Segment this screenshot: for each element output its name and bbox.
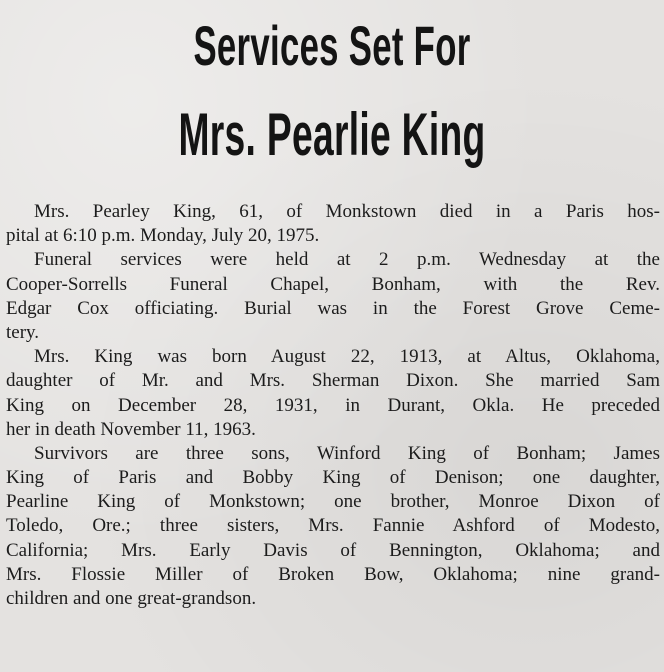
body-line: tery. — [6, 321, 40, 343]
body-line: Survivors are three sons, Winford King of Bonham; James — [34, 442, 660, 464]
obituary-body — [6, 200, 660, 611]
body-line: Pearline King of Monkstown; one brother, Monroe Dixon of — [6, 491, 660, 513]
body-line: pital at 6:10 p.m. Monday, July 20, 1975. — [6, 225, 320, 247]
body-line: her in death November 11, 1963. — [6, 418, 256, 440]
body-line: King on December 28, 1931, in Durant, Okla. He preceded — [6, 394, 660, 416]
body-line: Cooper-Sorrells Funeral Chapel, Bonham, with the Rev. — [6, 273, 660, 295]
headline-line-2: Mrs. Pearlie King — [178, 101, 486, 168]
body-line: Toledo, Ore.; three sisters, Mrs. Fannie Ashford of Modesto, — [6, 515, 660, 537]
body-line: Edgar Cox officiating. Burial was in the Forest Grove Ceme- — [6, 297, 660, 319]
headline-line-1: Services Set For — [193, 14, 471, 77]
body-line: King of Paris and Bobby King of Denison; one daughter, — [6, 467, 660, 489]
body-line: daughter of Mr. and Mrs. Sherman Dixon. She married Sam — [6, 370, 660, 392]
body-line: California; Mrs. Early Davis of Bennington, Oklahoma; and — [6, 539, 660, 561]
body-line: Mrs. Pearley King, 61, of Monkstown died in a Paris hos- — [34, 201, 660, 222]
body-line: Mrs. Flossie Miller of Broken Bow, Oklahoma; nine grand- — [6, 563, 660, 585]
body-line: Mrs. King was born August 22, 1913, at Altus, Oklahoma, — [34, 346, 660, 368]
body-line: children and one great-grandson. — [6, 588, 257, 609]
body-line: Funeral services were held at 2 p.m. Wednesday at the — [34, 249, 660, 271]
